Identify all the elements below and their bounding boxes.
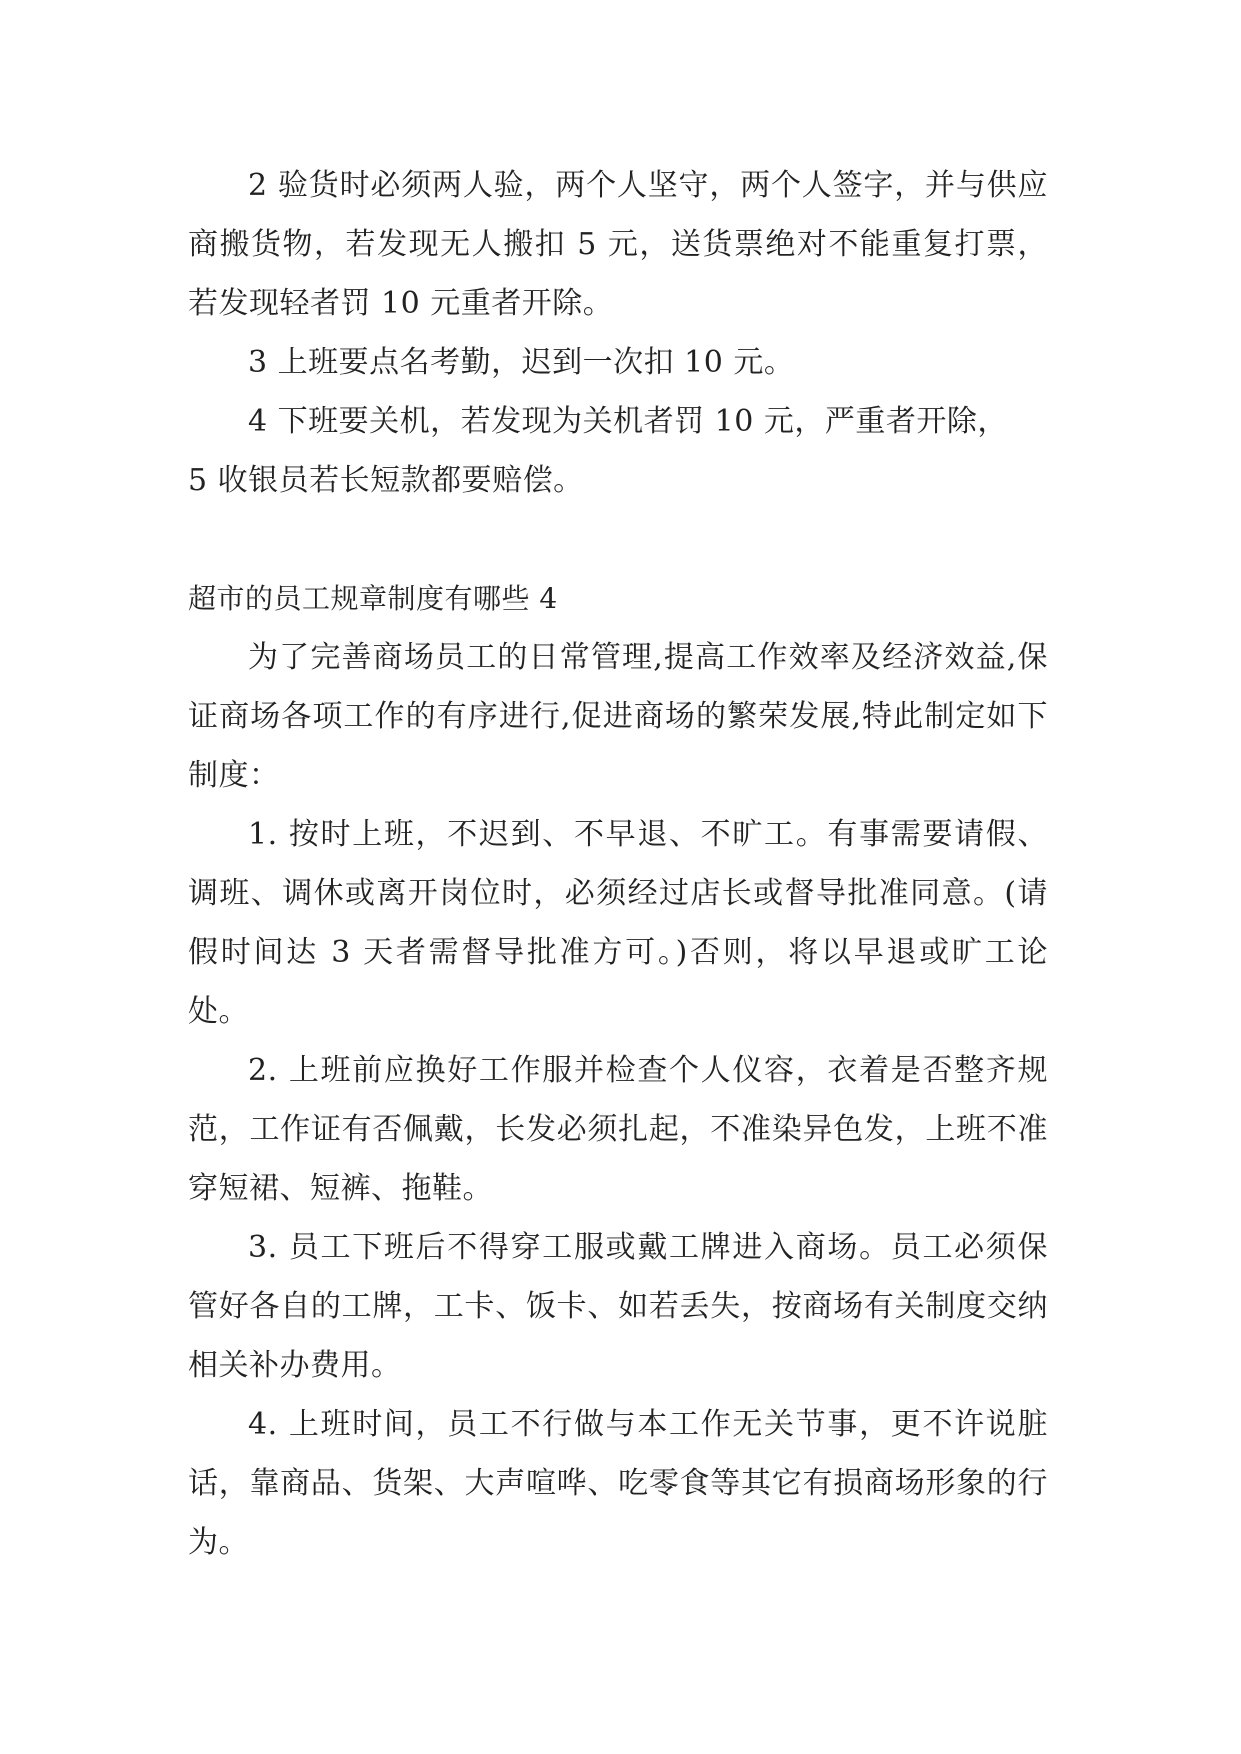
paragraph-rule-4-shutdown: 4 下班要关机，若发现为关机者罚 10 元，严重者开除， (248, 404, 1008, 439)
rule-item-1: 1. 按时上班，不迟到、不早退、不旷工。有事需要请假、调班、调休或离开岗位时，必须经过店长或督导批准同意。(请假时间达 3 天者需督导批准方可。)否则，将以早退或旷工论处。 (188, 817, 1048, 1029)
document-body (188, 156, 1048, 1572)
rule-item-3: 3. 员工下班后不得穿工服或戴工牌进入商场。员工必须保管好各自的工牌，工卡、饭卡、如若丢失，按商场有关制度交纳相关补办费用。 (188, 1230, 1048, 1383)
rule-item-2: 2. 上班前应换好工作服并检查个人仪容，衣着是否整齐规范，工作证有否佩戴，长发必须扎起，不准染异色发，上班不准穿短裙、短裤、拖鞋。 (188, 1053, 1048, 1206)
paragraph-rule-3-attendance: 3 上班要点名考勤，迟到一次扣 10 元。 (248, 345, 795, 380)
section-spacer (188, 510, 1048, 569)
section-title: 超市的员工规章制度有哪些 4 (188, 582, 558, 615)
intro-paragraph: 为了完善商场员工的日常管理,提高工作效率及经济效益,保证商场各项工作的有序进行,促进商场的繁荣发展,特此制定如下制度： (188, 640, 1048, 793)
rule-item-4: 4. 上班时间，员工不行做与本工作无关节事，更不许说脏话，靠商品、货架、大声喧哗、吃零食等其它有损商场形象的行为。 (188, 1407, 1048, 1560)
paragraph-rule-5-cashier: 5 收银员若长短款都要赔偿。 (188, 463, 584, 498)
paragraph-rule-2-inspection: 2 验货时必须两人验，两个人坚守，两个人签字，并与供应商搬货物，若发现无人搬扣 5 元，送货票绝对不能重复打票，若发现轻者罚 10 元重者开除。 (188, 168, 1048, 321)
